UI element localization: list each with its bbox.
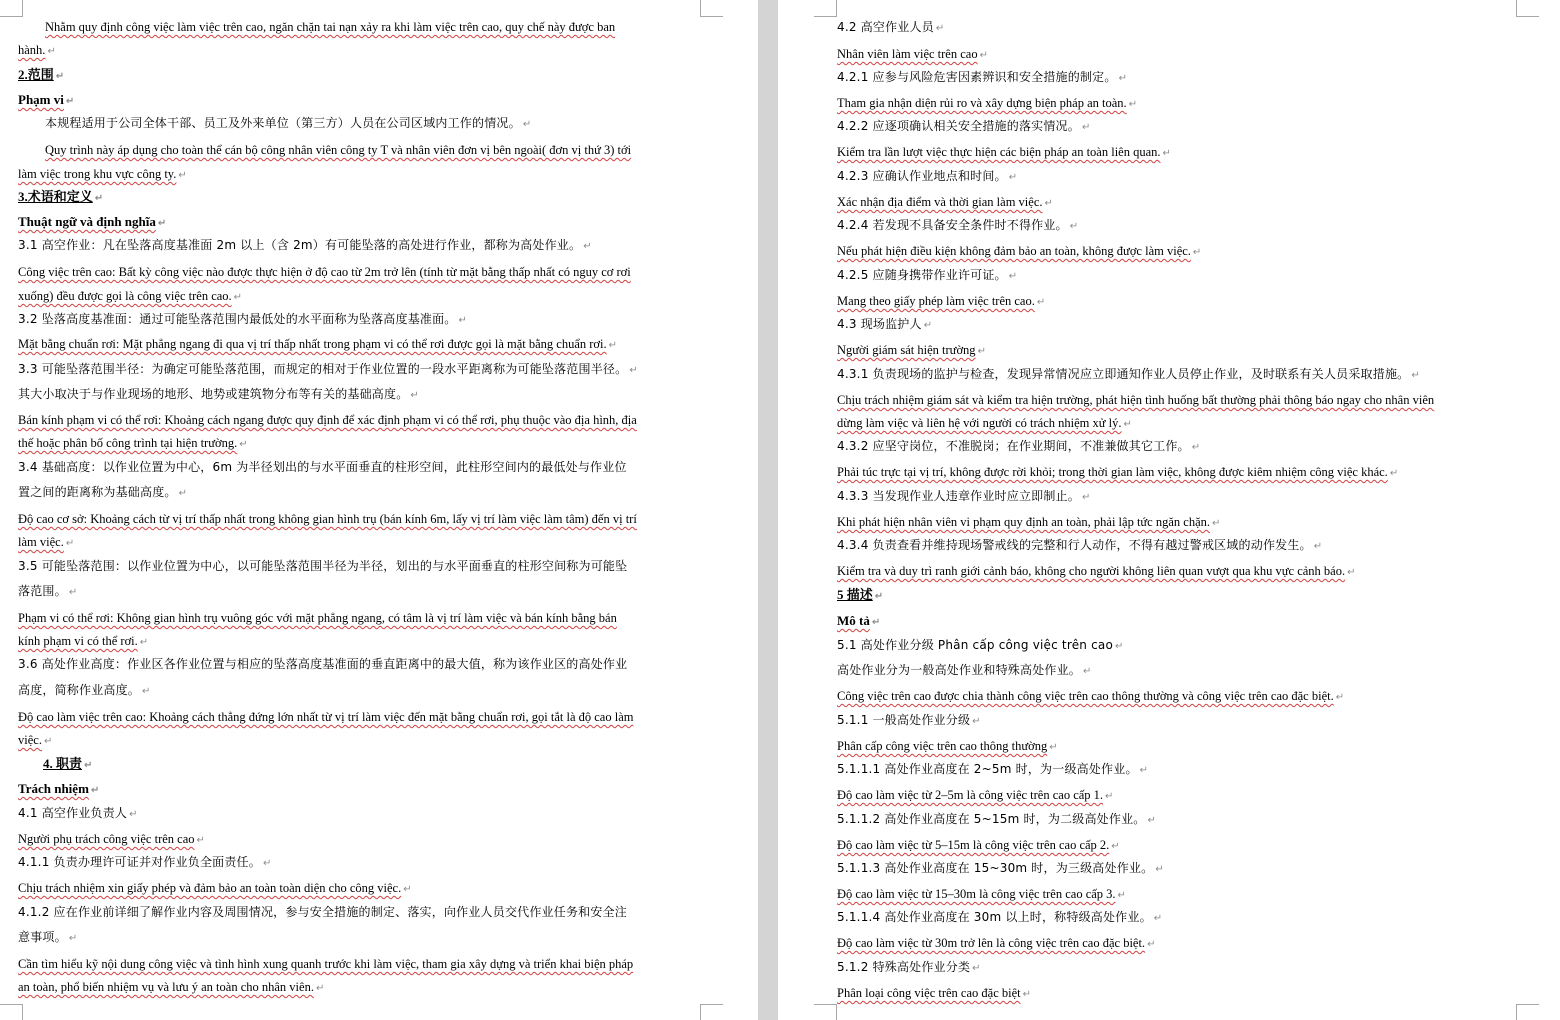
margin-corner-top-right <box>700 0 723 17</box>
paragraph-mark-icon: ↵ <box>1069 221 1079 232</box>
line-text: Công việc trên cao: Bất kỳ công việc nào được thực hiện ở độ cao từ 2m trở lên (tính từ mặt bằng thấp nhất có nguy cơ rơi <box>18 265 631 279</box>
line-text: 意事项。 <box>18 930 67 944</box>
line-text: 4.2 高空作业人员 <box>837 20 934 34</box>
text-line[interactable] <box>837 19 945 35</box>
paragraph-mark-icon: ↵ <box>629 365 638 376</box>
line-text: Cần tìm hiểu kỹ nội dung công việc và tình hình xung quanh trước khi làm việc, tham gia xây dựng và triển khai biện pháp <box>18 957 634 971</box>
line-text: Người giám sát hiện trường <box>837 343 976 357</box>
paragraph-mark-icon: ↵ <box>1313 541 1323 552</box>
line-text: 2.范围 <box>18 67 54 82</box>
paragraph-mark-icon: ↵ <box>979 50 988 61</box>
line-text: 5.1 高处作业分级 Phân cấp công việc trên cao <box>837 638 1113 652</box>
text-line[interactable] <box>837 464 1398 480</box>
text-line[interactable] <box>18 756 92 772</box>
paragraph-mark-icon: ↵ <box>196 835 205 846</box>
text-line[interactable] <box>837 514 1220 530</box>
text-line[interactable] <box>18 386 419 402</box>
paragraph-mark-icon: ↵ <box>1083 666 1092 677</box>
line-text: 其大小取决于与作业现场的地形、地势或建筑物分布等有关的基础高度。 <box>18 387 409 401</box>
line-text: 5.1.2 特殊高处作业分类 <box>837 960 971 974</box>
text-line[interactable] <box>18 361 638 377</box>
text-line[interactable] <box>18 19 615 35</box>
line-text: Quy trình này áp dụng cho toàn thể cán bộ công nhân viên công ty T và nhân viên đơn vị bên ngoài( đơn vị thứ 3) tới <box>45 143 632 157</box>
text-line[interactable] <box>18 781 99 797</box>
line-text: xuống) đều được gọi là công việc trên cao. <box>18 289 232 303</box>
paragraph-mark-icon: ↵ <box>1147 815 1157 826</box>
line-text: 5.1.1 一般高处作业分级 <box>837 713 971 727</box>
text-line[interactable] <box>18 142 631 158</box>
text-line[interactable] <box>18 166 187 182</box>
line-text: Kiểm tra lần lượt việc thực hiện các biện pháp an toàn liên quan. <box>837 145 1161 159</box>
line-text: 3.3 可能坠落范围半径：为确定可能坠落范围，而规定的相对于作业位置的一段水平距离称为可能坠落范围半径。 <box>18 362 628 376</box>
paragraph-mark-icon: ↵ <box>1191 442 1201 453</box>
paragraph-mark-icon: ↵ <box>972 963 981 974</box>
line-text: Độ cao làm việc từ 15–30m là công việc trên cao cấp 3. <box>837 887 1116 901</box>
paragraph-mark-icon: ↵ <box>94 193 104 204</box>
line-text: Độ cao làm việc từ 5–15m là công việc trên cao cấp 2. <box>837 838 1110 852</box>
text-line[interactable] <box>18 484 187 500</box>
paragraph-mark-icon: ↵ <box>1008 172 1018 183</box>
text-line[interactable] <box>837 316 932 332</box>
paragraph-mark-icon: ↵ <box>1036 297 1046 308</box>
line-text: Mặt bằng chuẩn rơi: Mặt phẳng ngang đi qua vị trí thấp nhất trong phạm vi có thể rơi được gọi là mặt bằng chuẩn rơi. <box>18 337 607 351</box>
paragraph-mark-icon: ↵ <box>129 809 138 820</box>
line-text: Nhân viên làm việc trên cao <box>837 47 978 61</box>
paragraph-mark-icon: ↵ <box>923 320 933 331</box>
line-text: 3.术语和定义 <box>18 189 93 204</box>
text-line[interactable] <box>837 144 1171 160</box>
line-text: Phân cấp công việc trên cao thông thường <box>837 739 1048 753</box>
text-line[interactable] <box>18 511 637 527</box>
line-text: Mang theo giấy phép làm việc trên cao. <box>837 294 1035 308</box>
paragraph-mark-icon: ↵ <box>1111 841 1120 852</box>
paragraph-mark-icon: ↵ <box>1123 419 1132 430</box>
paragraph-mark-icon: ↵ <box>972 716 981 727</box>
line-text: an toàn, phổ biến nhiệm vụ và lưu ý an toàn cho nhân viên. <box>18 980 314 994</box>
text-line[interactable] <box>18 558 627 574</box>
line-text: Công việc trên cao được chia thành công việc trên cao thông thường và công việc trên cao đặc biệt. <box>837 689 1334 703</box>
paragraph-mark-icon: ↵ <box>262 858 272 869</box>
text-line[interactable] <box>837 537 1322 553</box>
paragraph-mark-icon: ↵ <box>403 884 412 895</box>
text-line[interactable] <box>837 909 1162 925</box>
text-line[interactable] <box>837 860 1164 876</box>
text-line[interactable] <box>18 92 74 108</box>
paragraph-mark-icon: ↵ <box>1118 73 1128 84</box>
line-text: 5.1.1.4 高处作业高度在 30m 以上时，称特级高处作业。 <box>837 910 1152 924</box>
text-line[interactable] <box>18 732 52 748</box>
text-line[interactable] <box>18 214 166 230</box>
text-line[interactable] <box>837 342 986 358</box>
line-text: Chịu trách nhiệm xin giấy phép và đảm bảo an toàn toàn diện cho công việc. <box>18 881 402 895</box>
text-line[interactable] <box>837 69 1127 85</box>
paragraph-mark-icon: ↵ <box>1081 122 1091 133</box>
line-text: 4.2.5 应随身携带作业许可证。 <box>837 268 1007 282</box>
text-line[interactable] <box>18 656 627 672</box>
paragraph-mark-icon: ↵ <box>315 983 325 994</box>
paragraph-mark-icon: ↵ <box>608 340 618 351</box>
line-text: Người phụ trách công việc trên cao <box>18 832 195 846</box>
line-text: làm việc. <box>18 535 64 549</box>
text-line[interactable] <box>18 831 205 847</box>
line-text: Độ cao làm việc từ 2–5m là công việc trên cao cấp 1. <box>837 788 1104 802</box>
line-text: Nhằm quy định công việc làm việc trên cao, ngăn chặn tai nạn xảy ra khi làm việc trên cao, quy chế này được ban <box>45 20 616 34</box>
text-line[interactable] <box>837 761 1148 777</box>
text-line[interactable] <box>837 787 1113 803</box>
line-text: Độ cao làm việc trên cao: Khoảng cách thẳng đứng lớn nhất từ vị trí làm việc đến mặt bằng chuẩn rơi, gọi tắt là độ cao làm <box>18 710 634 724</box>
text-line[interactable] <box>837 366 1420 382</box>
line-text: Phân loại công việc trên cao đặc biệt <box>837 986 1021 1000</box>
text-line[interactable] <box>837 613 880 629</box>
text-line[interactable] <box>837 46 988 62</box>
paragraph-mark-icon: ↵ <box>84 760 93 771</box>
line-text: Độ cao làm việc từ 30m trở lên là công việc trên cao đặc biệt. <box>837 936 1146 950</box>
paragraph-mark-icon: ↵ <box>239 439 248 450</box>
line-text: 4.2.1 应参与风险危害因素辨识和安全措施的制定。 <box>837 70 1117 84</box>
paragraph-mark-icon: ↵ <box>1139 765 1149 776</box>
margin-corner-bottom-right <box>700 1004 723 1020</box>
line-text: Kiểm tra và duy trì ranh giới cảnh báo, không cho người không liên quan vượt qua khu vực cảnh báo. <box>837 564 1346 578</box>
paragraph-mark-icon: ↵ <box>1192 247 1202 258</box>
line-text: 4.1 高空作业负责人 <box>18 806 128 820</box>
line-text: làm việc trong khu vực công ty. <box>18 167 177 181</box>
text-line[interactable] <box>837 688 1344 704</box>
paragraph-mark-icon: ↵ <box>68 587 78 598</box>
text-line[interactable] <box>837 168 1017 184</box>
paragraph-mark-icon: ↵ <box>1022 989 1031 1000</box>
margin-corner-top-left <box>0 0 23 17</box>
text-line[interactable] <box>837 293 1045 309</box>
text-line[interactable] <box>18 189 103 205</box>
line-text: Mô tả <box>837 613 870 628</box>
text-line[interactable] <box>837 935 1155 951</box>
paragraph-mark-icon: ↵ <box>233 292 243 303</box>
text-line[interactable] <box>837 712 981 728</box>
text-line[interactable] <box>837 243 1201 259</box>
margin-corner-bottom-left <box>0 1004 23 1020</box>
paragraph-mark-icon: ↵ <box>1155 864 1164 875</box>
paragraph-mark-icon: ↵ <box>1212 518 1221 529</box>
text-line[interactable] <box>18 682 151 698</box>
text-line[interactable] <box>18 412 637 428</box>
line-text: 置之间的距离称为基础高度。 <box>18 485 177 499</box>
text-line[interactable] <box>837 217 1078 233</box>
document-page-left[interactable] <box>0 0 758 1020</box>
paragraph-mark-icon: ↵ <box>977 346 986 357</box>
text-line[interactable] <box>18 610 617 626</box>
paragraph-mark-icon: ↵ <box>1105 791 1114 802</box>
paragraph-mark-icon: ↵ <box>68 933 78 944</box>
paragraph-mark-icon: ↵ <box>1044 198 1053 209</box>
line-text: 4.1.2 应在作业前详细了解作业内容及周围情况，参与安全措施的制定、落实，向作业人员交代作业任务和安全注 <box>18 905 627 919</box>
text-line[interactable] <box>837 886 1126 902</box>
text-line[interactable] <box>837 738 1058 754</box>
line-text: Chịu trách nhiệm giám sát và kiểm tra hiện trường, phát hiện tình huống bất thường phải thông báo ngay cho nhân viên <box>837 393 1435 407</box>
text-line[interactable] <box>18 904 627 920</box>
text-line[interactable] <box>18 459 627 475</box>
line-text: Tham gia nhận diện rủi ro và xây dựng biện pháp an toàn. <box>837 96 1127 110</box>
margin-corner-top-right <box>1516 0 1539 17</box>
line-text: 5.1.1.3 高处作业高度在 15~30m 时，为三级高处作业。 <box>837 861 1154 875</box>
line-text: Bán kính phạm vi có thể rơi: Khoảng cách ngang được quy định để xác định phạm vi có thể rơi, phụ thuộc vào địa hình, địa <box>18 413 637 427</box>
paragraph-mark-icon: ↵ <box>139 637 149 648</box>
line-text: 3.4 基础高度：以作业位置为中心，6m 为半径划出的与水平面垂直的柱形空间，此柱形空间内的最低处与作业位 <box>18 460 627 474</box>
paragraph-mark-icon: ↵ <box>178 170 187 181</box>
paragraph-mark-icon: ↵ <box>522 119 532 130</box>
paragraph-mark-icon: ↵ <box>1389 468 1399 479</box>
line-text: Trách nhiệm <box>18 781 89 796</box>
margin-corner-bottom-right <box>1516 1004 1539 1020</box>
line-text: 4.1.1 负责办理许可证并对作业负全面责任。 <box>18 855 261 869</box>
text-line[interactable] <box>18 264 631 280</box>
line-text: việc. <box>18 733 42 747</box>
document-page-right[interactable] <box>778 0 1560 1020</box>
line-text: Khi phát hiện nhân viên vi phạm quy định an toàn, phải lập tức ngăn chặn. <box>837 515 1211 529</box>
line-text: 4.3.2 应坚守岗位，不准脱岗；在作业期间，不准兼做其它工作。 <box>837 439 1190 453</box>
text-line[interactable] <box>837 587 883 603</box>
text-line[interactable] <box>18 311 467 327</box>
line-text: Phải túc trực tại vị trí, không được rời khỏi; trong thời gian làm việc, không được kiêm nhiệm công việc khác. <box>837 465 1388 479</box>
line-text: 3.1 高空作业：凡在坠落高度基准面 2m 以上（含 2m）有可能坠落的高处进行作业，都称为高处作业。 <box>18 238 582 252</box>
margin-corner-top-left <box>814 0 837 17</box>
text-line[interactable] <box>837 959 981 975</box>
paragraph-mark-icon: ↵ <box>874 591 884 602</box>
line-text: 3.2 坠落高度基准面：通过可能坠落范围内最低处的水平面称为坠落高度基准面。 <box>18 312 457 326</box>
line-text: hành. <box>18 43 46 57</box>
text-line[interactable] <box>18 534 74 550</box>
text-line[interactable] <box>837 392 1434 408</box>
text-line[interactable] <box>18 709 633 725</box>
text-line[interactable] <box>837 811 1156 827</box>
text-line[interactable] <box>18 67 64 83</box>
text-line[interactable] <box>837 563 1355 579</box>
line-text: kính phạm vi có thể rơi. <box>18 634 138 648</box>
line-text: 3.5 可能坠落范围：以作业位置为中心，以可能坠落范围半径为半径，划出的与水平面垂直的柱形空间称为可能坠 <box>18 559 628 573</box>
text-line[interactable] <box>837 267 1017 283</box>
line-text: thế hoặc phân bố công trình tại hiện trường. <box>18 436 238 450</box>
paragraph-mark-icon: ↵ <box>1049 742 1058 753</box>
text-line[interactable] <box>18 633 148 649</box>
paragraph-mark-icon: ↵ <box>1128 99 1138 110</box>
line-text: 高处作业分为一般高处作业和特殊高处作业。 <box>837 663 1082 677</box>
paragraph-mark-icon: ↵ <box>90 785 100 796</box>
text-line[interactable] <box>18 336 617 352</box>
line-text: 5.1.1.1 高处作业高度在 2~5m 时，为一级高处作业。 <box>837 762 1138 776</box>
paragraph-mark-icon: ↵ <box>1335 692 1345 703</box>
line-text: Phạm vi có thể rơi: Không gian hình trụ vuông góc với mặt phẳng ngang, có tâm là vị trí làm việc và bán kính bằng bán <box>18 611 617 625</box>
paragraph-mark-icon: ↵ <box>1081 492 1091 503</box>
text-line[interactable] <box>837 95 1137 111</box>
text-line[interactable] <box>837 118 1091 134</box>
text-line[interactable] <box>837 985 1031 1001</box>
text-line[interactable] <box>18 956 633 972</box>
paragraph-mark-icon: ↵ <box>458 315 468 326</box>
text-line[interactable] <box>837 662 1092 678</box>
paragraph-mark-icon: ↵ <box>1117 890 1126 901</box>
paragraph-mark-icon: ↵ <box>55 71 65 82</box>
text-line[interactable] <box>18 435 248 451</box>
text-line[interactable] <box>837 837 1120 853</box>
paragraph-mark-icon: ↵ <box>157 218 167 229</box>
text-line[interactable] <box>18 854 272 870</box>
text-line[interactable] <box>18 805 138 821</box>
text-line[interactable] <box>837 415 1132 431</box>
paragraph-mark-icon: ↵ <box>583 241 592 252</box>
text-line[interactable] <box>837 488 1091 504</box>
paragraph-mark-icon: ↵ <box>410 390 419 401</box>
line-text: 4.3 现场监护人 <box>837 317 922 331</box>
paragraph-mark-icon: ↵ <box>43 736 53 747</box>
paragraph-mark-icon: ↵ <box>1411 370 1420 381</box>
paragraph-mark-icon: ↵ <box>65 538 75 549</box>
text-line[interactable] <box>18 880 412 896</box>
paragraph-mark-icon: ↵ <box>871 617 881 628</box>
line-text: dừng làm việc và liên hệ với người có trách nhiệm xử lý. <box>837 416 1122 430</box>
paragraph-mark-icon: ↵ <box>1347 567 1356 578</box>
line-text: 4.2.4 若发现不具备安全条件时不得作业。 <box>837 218 1068 232</box>
line-text: 落范围。 <box>18 584 67 598</box>
line-text: 4.3.3 当发现作业人违章作业时应立即制止。 <box>837 489 1080 503</box>
paragraph-mark-icon: ↵ <box>47 46 56 57</box>
line-text: Phạm vi <box>18 92 64 107</box>
text-line[interactable] <box>18 929 77 945</box>
text-line[interactable] <box>18 237 592 253</box>
margin-corner-bottom-left <box>814 1004 837 1020</box>
line-text: 4.2.3 应确认作业地点和时间。 <box>837 169 1007 183</box>
line-text: Xác nhận địa điểm và thời gian làm việc. <box>837 195 1043 209</box>
paragraph-mark-icon: ↵ <box>1153 913 1163 924</box>
line-text: 5.1.1.2 高处作业高度在 5~15m 时，为二级高处作业。 <box>837 812 1146 826</box>
text-line[interactable] <box>837 194 1053 210</box>
line-text: 本规程适用于公司全体干部、员工及外来单位（第三方）人员在公司区域内工作的情况。 <box>45 116 521 130</box>
paragraph-mark-icon: ↵ <box>142 686 151 697</box>
paragraph-mark-icon: ↵ <box>1147 939 1156 950</box>
paragraph-mark-icon: ↵ <box>1162 148 1171 159</box>
line-text: Nếu phát hiện điều kiện không đảm bảo an toàn, không được làm việc. <box>837 244 1191 258</box>
line-text: Độ cao cơ sở: Khoảng cách từ vị trí thấp nhất trong không gian hình trụ (bán kính 6m, lấy vị trí làm việc làm tâm) đến vị trí <box>18 512 637 526</box>
paragraph-mark-icon: ↵ <box>1115 641 1124 652</box>
text-line[interactable] <box>837 637 1124 653</box>
line-text: 4.3.4 负责查看并维持现场警戒线的完整和行人动作，不得有越过警戒区域的动作发生。 <box>837 538 1312 552</box>
line-text: 4.2.2 应逐项确认相关安全措施的落实情况。 <box>837 119 1080 133</box>
paragraph-mark-icon: ↵ <box>935 23 945 34</box>
text-line[interactable] <box>18 583 77 599</box>
paragraph-mark-icon: ↵ <box>1008 271 1018 282</box>
text-line[interactable] <box>18 115 531 131</box>
line-text: Thuật ngữ và định nghĩa <box>18 214 156 229</box>
text-line[interactable] <box>18 288 242 304</box>
paragraph-mark-icon: ↵ <box>178 488 188 499</box>
line-text: 高度，简称作业高度。 <box>18 683 141 697</box>
line-text: 5 描述 <box>837 587 873 602</box>
line-text: 4.3.1 负责现场的监护与检查，发现异常情况应立即通知作业人员停止作业，及时联系有关人员采取措施。 <box>837 367 1410 381</box>
paragraph-mark-icon: ↵ <box>65 96 75 107</box>
line-text: 3.6 高处作业高度：作业区各作业位置与相应的坠落高度基准面的垂直距离中的最大值，称为该作业区的高处作业 <box>18 657 628 671</box>
line-text: 4. 职责 <box>43 756 83 771</box>
text-line[interactable] <box>18 979 324 995</box>
text-line[interactable] <box>837 438 1200 454</box>
text-line[interactable] <box>18 42 56 58</box>
